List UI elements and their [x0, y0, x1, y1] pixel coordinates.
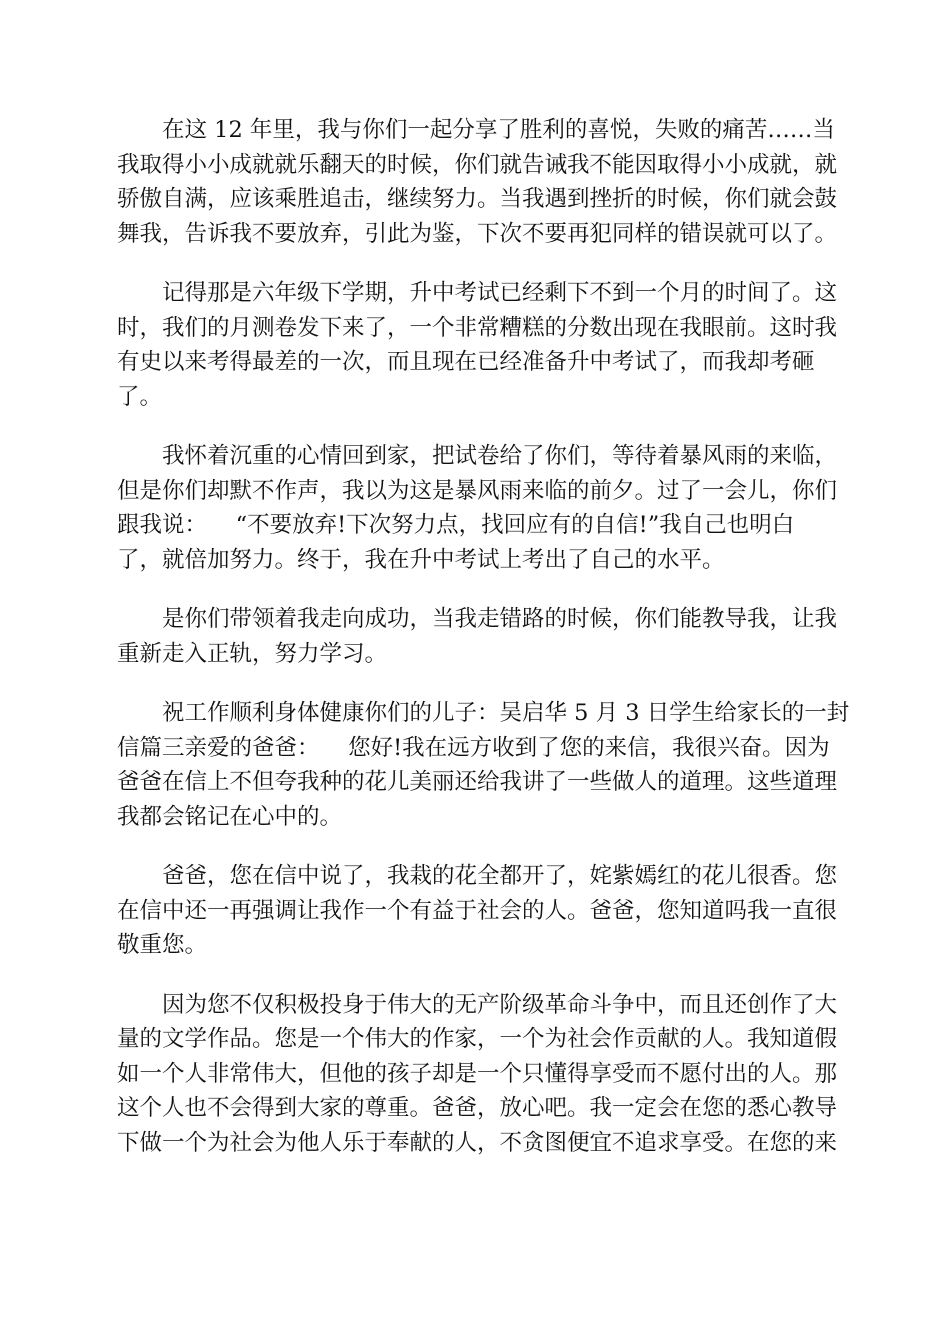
text-line: 跟我说： “不要放弃!下次努力点，找回应有的自信!”我自己也明白: [117, 512, 795, 538]
text-line: 了，就倍加努力。终于，我在升中考试上考出了自己的水平。: [117, 546, 725, 573]
text-line: 敬重您。: [117, 932, 208, 958]
text-line: 我怀着沉重的心情回到家，把试卷给了你们，等待着暴风雨的来临，: [162, 443, 838, 469]
paragraph: [117, 276, 838, 414]
text-line: 在这 12 年里，我与你们一起分享了胜利的喜悦，失败的痛苦……当: [162, 117, 835, 143]
paragraph: [117, 439, 838, 577]
text-line: 下做一个为社会为他人乐于奉献的人，不贪图便宜不追求享受。在您的来: [117, 1129, 838, 1156]
text-line: 但是你们却默不作声，我以为这是暴风雨来临的前夕。过了一会儿，你们: [117, 477, 838, 504]
text-line: 爸爸在信上不但夸我种的花儿美丽还给我讲了一些做人的道理。这些道理: [117, 769, 838, 795]
document-body: [117, 113, 850, 1185]
text-line: 量的文学作品。您是一个伟大的作家，一个为社会作贡献的人。我知道假: [117, 1026, 838, 1052]
text-line: 我都会铭记在心中的。: [117, 803, 343, 830]
paragraph: [117, 696, 850, 834]
text-line: 重新走入正轨，努力学习。: [117, 640, 388, 667]
text-line: 爸爸，您在信中说了，我栽的花全都开了，姹紫嫣红的花儿很香。您: [162, 863, 838, 889]
text-line: 了。: [117, 383, 163, 410]
text-line: 记得那是六年级下学期，升中考试已经剩下不到一个月的时间了。这: [162, 280, 838, 306]
text-line: 如一个人非常伟大，但他的孩子却是一个只懂得享受而不愿付出的人。那: [117, 1060, 838, 1087]
text-line: 因为您不仅积极投身于伟大的无产阶级革命斗争中，而且还创作了大: [162, 991, 838, 1018]
text-line: 舞我，告诉我不要放弃，引此为鉴，下次不要再犯同样的错误就可以了。: [117, 220, 838, 247]
text-line: 骄傲自满，应该乘胜追击，继续努力。当我遇到挫折的时候，你们就会鼓: [117, 186, 838, 212]
text-line: 时，我们的月测卷发下来了，一个非常糟糕的分数出现在我眼前。这时我: [117, 314, 838, 341]
text-line: 在信中还一再强调让我作一个有益于社会的人。爸爸，您知道吗我一直很: [117, 897, 838, 924]
paragraph: [117, 113, 838, 251]
text-line: 祝工作顺利身体健康你们的儿子：吴启华 5 月 3 日学生给家长的一封: [162, 700, 850, 726]
text-line: 有史以来考得最差的一次，而且现在已经准备升中考试了，而我却考砸: [117, 349, 815, 375]
paragraph: [117, 602, 838, 671]
text-line: 是你们带领着我走向成功，当我走错路的时候，你们能教导我，让我: [162, 606, 838, 632]
text-line: 我取得小小成就就乐翻天的时候，你们就告诫我不能因取得小小成就，就: [117, 151, 838, 178]
paragraph: [117, 988, 838, 1161]
text-line: 这个人也不会得到大家的尊重。爸爸，放心吧。我一定会在您的悉心教导: [117, 1095, 838, 1121]
paragraph: [117, 859, 838, 963]
text-line: 信篇三亲爱的爸爸： 您好!我在远方收到了您的来信，我很兴奋。因为: [117, 734, 830, 761]
